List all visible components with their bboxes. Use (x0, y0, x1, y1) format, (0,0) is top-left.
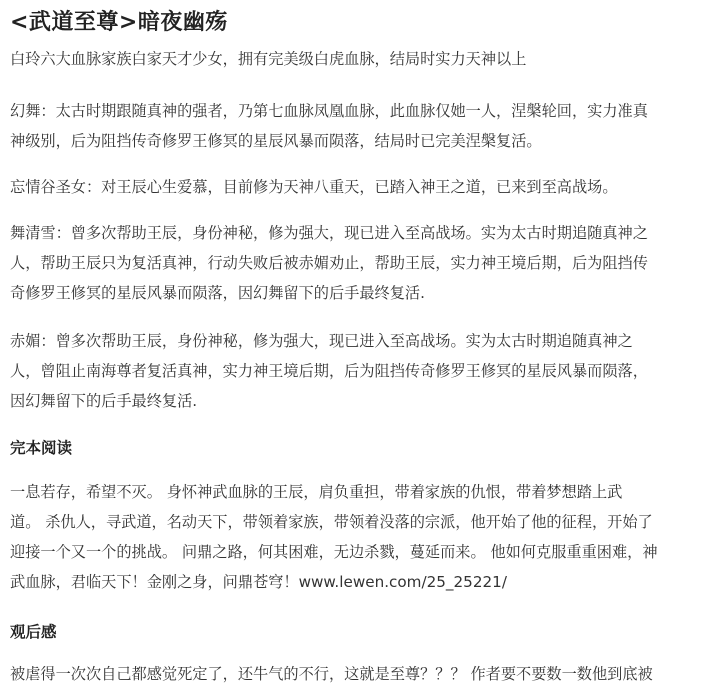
paragraph-line: 人，曾阻止南海尊者复活真神，实力神王境后期，后为阻挡传奇修罗王修冥的星辰风暴而陨落， (10, 362, 648, 380)
full-reading-heading: 完本阅读 (10, 439, 73, 457)
full-reading-summary (10, 477, 694, 597)
character-paragraph-huanwu (10, 96, 694, 156)
paragraph-line: 奇修罗王修冥的星辰风暴而陨落，因幻舞留下的后手最终复活. (10, 284, 425, 302)
paragraph-line: 神级别，后为阻挡传奇修罗王修冥的星辰风暴而陨落，结局时已完美涅槃复活。 (10, 132, 542, 150)
character-paragraph-wuqingxue (10, 218, 694, 308)
paragraph-line: 赤媚：曾多次帮助王辰，身份神秘，修为强大，现已进入至高战场。实为太古时期追随真神之 (10, 332, 633, 350)
paragraph-line: 迎接一个又一个的挑战。 问鼎之路，何其困难，无边杀戮，蔓延而来。 他如何克服重重困难，神 (10, 543, 658, 561)
paragraph-line: 被虐得一次次自己都感觉死定了，还牛气的不行，这就是至尊？？？ 作者要不要数一数他到底被 (10, 665, 653, 683)
paragraph-line: 幻舞：太古时期跟随真神的强者，乃第七血脉凤凰血脉，此血脉仅她一人，涅槃轮回，实力准真 (10, 102, 648, 120)
review-heading: 观后感 (10, 623, 57, 641)
character-paragraph-wangqing-saintess (10, 172, 694, 202)
article (10, 0, 694, 689)
paragraph-line: 忘情谷圣女：对王辰心生爱慕，目前修为天神八重天，已踏入神王之道，已来到至高战场。 (10, 178, 618, 196)
paragraph-line: 人，帮助王辰只为复活真神，行动失败后被赤媚劝止，帮助王辰，实力神王境后期，后为阻挡传 (10, 254, 648, 272)
paragraph-line: 因幻舞留下的后手最终复活. (10, 392, 198, 410)
paragraph-line: 一息若存，希望不灭。 身怀神武血脉的王辰，肩负重担，带着家族的仇恨，带着梦想踏上武 (10, 483, 623, 501)
paragraph-line: 武血脉，君临天下！金刚之身，问鼎苍穹！www.lewen.com/25_25221/ (10, 573, 507, 591)
article-title: <武道至尊>暗夜幽殇 (10, 10, 228, 35)
character-paragraph-chimei (10, 326, 694, 416)
review-text (10, 659, 694, 689)
paragraph-line: 舞清雪：曾多次帮助王辰，身份神秘，修为强大，现已进入至高战场。实为太古时期追随真神之 (10, 224, 648, 242)
paragraph-line: 道。 杀仇人，寻武道，名动天下，带领着家族，带领着没落的宗派，他开始了他的征程，开始了 (10, 513, 653, 531)
character-intro-bailing: 白玲六大血脉家族白家天才少女，拥有完美级白虎血脉，结局时实力天神以上 (10, 50, 527, 68)
